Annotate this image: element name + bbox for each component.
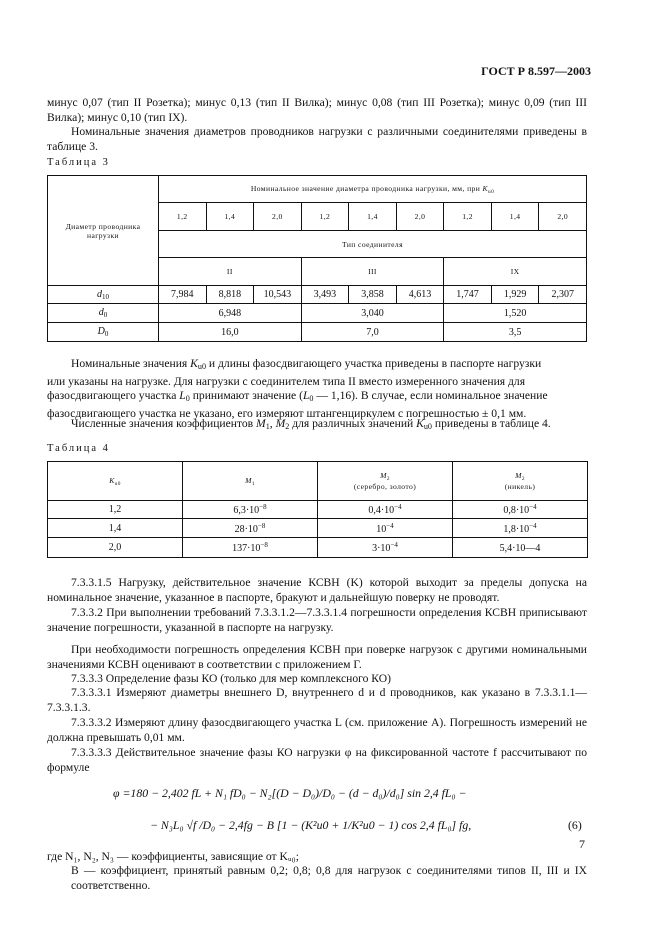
table3-cell: 3,493 [301, 286, 349, 304]
table4-header-m2-nickel: $M_2$ (никель) [453, 462, 588, 501]
section-7-3-3-1-5: 7.3.3.1.5 Нагрузку, действительное значение КСВН (K) которой выходит за пределы допуска на номинальное значение, указанное в паспорте, бракуют и дальнейшую поверку не проводят. [47, 576, 587, 604]
table3-ku-value: 1,4 [206, 203, 254, 231]
table4-cell-m2-silver: $3\cdot 10^{-4}$ [318, 538, 453, 558]
table4-header-m2-silver: $M_2$ (серебро, золото) [318, 462, 453, 501]
table3-row-label: $D_0$ [48, 323, 159, 342]
table3-cell: 3,040 [301, 304, 444, 323]
table4-cell-ku: 1,4 [48, 519, 183, 538]
table4-cell-ku: 2,0 [48, 538, 183, 558]
formula-number: (6) [568, 818, 582, 832]
table3-ku-value: 1,4 [349, 203, 397, 231]
table4-cell-m1: $6,3\cdot 10^{-8}$ [183, 501, 318, 519]
paragraph-ku-nominal: Номинальные значения $K_{u0}$ и длины фазосдвигающего участка приведены в паспорте нагрузки или указаны на нагрузке. Для нагрузки с соединителем типа II вместо измеренного значения для фазосдвигающего участка $L_0$ принимают значение ($L_0$ — 1,16). В случае, если номинальное значение фазосдвигающего участка не указано, его измеряют штангенциркулем с погрешностью ± 0,1 мм. [47, 357, 548, 420]
table3-row-label: $d_{10}$ [48, 286, 159, 304]
paragraph-minus-values: минус 0,07 (тип II Розетка); минус 0,13 (тип II Вилка); минус 0,08 (тип III Розетка); минус 0,09 (тип III Вилка); минус 0,10 (тип IX). [47, 96, 587, 124]
table-4 [47, 461, 588, 558]
table3-cell: 8,818 [206, 286, 254, 304]
table4-cell-m2-silver: $10^{-4}$ [318, 519, 453, 538]
section-7-3-3-2: 7.3.3.2 При выполнении требований 7.3.3.1.2—7.3.3.1.4 погрешности определения КСВН приписывают значение погрешности, указанной в паспорте на нагрузку. [47, 606, 587, 634]
table3-connector-type-label: Тип соединителя [159, 231, 587, 258]
table4-cell-m2-nickel: 5,4·10—4 [453, 538, 588, 558]
table3-type: II [159, 258, 302, 286]
table3-cell: 3,5 [444, 323, 587, 342]
formula-line-2: − N₃L₀ √f /D₀ − 2,4fg − B [1 − (K²u0 + 1/K²u0 − 1) cos 2,4 fL₀] fg, [150, 818, 472, 832]
table3-cell: 4,613 [396, 286, 444, 304]
table3-cell: 1,929 [491, 286, 539, 304]
table3-ku-value: 2,0 [539, 203, 587, 231]
table3-ku-value: 2,0 [396, 203, 444, 231]
table3-cell: 6,948 [159, 304, 302, 323]
table3-cell: 16,0 [159, 323, 302, 342]
table3-cell: 1,520 [444, 304, 587, 323]
paragraph-ksvn-other: При необходимости погрешность определения КСВН при поверке нагрузок с другими номинальными значениями КСВН оценивают в соответствии с приложением Г. [47, 643, 587, 671]
table3-cell: 3,858 [349, 286, 397, 304]
formula-line-1: φ =180 − 2,402 fL + N₁ fD₀ − N₂[(D − D₀)/D₀ − (d − d₀)/d₀] sin 2,4 fL₀ − [113, 786, 467, 800]
paragraph-table3-intro: Номинальные значения диаметров проводников нагрузки с различными соединителями приведены в таблице 3. [47, 125, 587, 153]
table3-ku-value: 1,2 [444, 203, 492, 231]
table4-header-ku: $K_{u0}$ [48, 462, 183, 501]
table3-type: IX [444, 258, 587, 286]
table3-caption: Таблица 3 [47, 157, 110, 168]
table3-row-label: $d_0$ [48, 304, 159, 323]
table3-cell: 7,0 [301, 323, 444, 342]
section-7-3-3-3-1: 7.3.3.3.1 Измеряют диаметры внешнего D, внутреннего d и d проводников, как указано в 7.3.3.1.1—7.3.3.1.3. [47, 686, 587, 714]
table3-span-header: Номинальное значение диаметра проводника нагрузки, мм, при $K_{u0}$ [159, 176, 587, 203]
page-number: 7 [579, 837, 585, 851]
table3-row-header: Диаметр проводника нагрузки [48, 176, 159, 286]
document-id: ГОСТ Р 8.597—2003 [481, 64, 591, 78]
section-7-3-3-3-2: 7.3.3.3.2 Измеряют длину фазосдвигающего участка L (см. приложение А). Погрешность измерений не должна превышать 0,01 мм. [47, 716, 587, 744]
table3-cell: 2,307 [539, 286, 587, 304]
table4-cell-m1: $28\cdot 10^{-8}$ [183, 519, 318, 538]
table4-cell-ku: 1,2 [48, 501, 183, 519]
table4-cell-m1: $137\cdot 10^{-8}$ [183, 538, 318, 558]
table3-ku-value: 1,4 [491, 203, 539, 231]
table4-cell-m2-nickel: $0,8\cdot 10^{-4}$ [453, 501, 588, 519]
where-coefficient-b: B — коэффициент, принятый равным 0,2; 0,8; 0,8 для нагрузок с соединителями типов II, III и IX соответственно. [71, 864, 587, 892]
table3-cell: 7,984 [159, 286, 207, 304]
section-7-3-3-3: 7.3.3.3 Определение фазы КО (только для мер комплексного КО) [71, 672, 391, 685]
table3-cell: 10,543 [254, 286, 302, 304]
table4-header-m1: $M_1$ [183, 462, 318, 501]
paragraph-coefficients: Численные значения коэффициентов $M_1$, $M_2$ для различных значений $K_{u0}$ приведены в таблице 4. [71, 417, 551, 431]
table4-cell-m2-silver: $0,4\cdot 10^{-4}$ [318, 501, 453, 519]
table4-caption: Таблица 4 [47, 443, 110, 454]
table4-cell-m2-nickel: $1,8\cdot 10^{-4}$ [453, 519, 588, 538]
table3-ku-value: 1,2 [301, 203, 349, 231]
table3-type: III [301, 258, 444, 286]
section-7-3-3-3-3: 7.3.3.3.3 Действительное значение фазы КО нагрузки φ на фиксированной частоте f рассчитывают по формуле [47, 746, 587, 774]
table3-cell: 1,747 [444, 286, 492, 304]
table-3 [47, 175, 587, 342]
table3-ku-value: 1,2 [159, 203, 207, 231]
where-coefficients-n: где N₁, N₂, N₃ — коэффициенты, зависящие от Kᵤ₀; [47, 850, 299, 863]
table3-ku-value: 2,0 [254, 203, 302, 231]
